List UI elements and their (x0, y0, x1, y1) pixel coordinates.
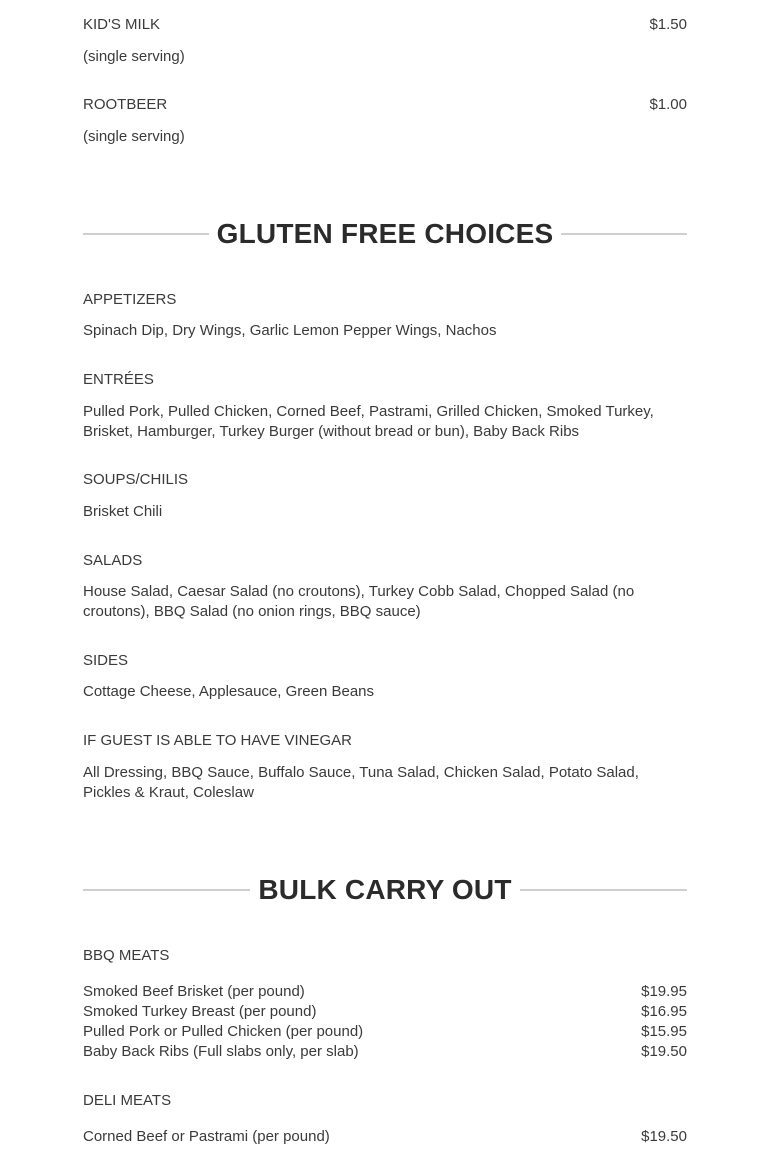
category-title-salads: SALADS (83, 552, 143, 569)
list-item (83, 1002, 687, 1022)
list-item (83, 982, 687, 1002)
drink-price: $1.00 (649, 96, 687, 113)
drink-name: ROOTBEER (83, 96, 168, 113)
category-text-sides: Cottage Cheese, Applesauce, Green Beans (83, 683, 375, 700)
heading-rule-left (83, 889, 250, 891)
heading-rule-right (561, 233, 687, 235)
category-title-vinegar: IF GUEST IS ABLE TO HAVE VINEGAR (83, 732, 352, 749)
section-title: GLUTEN FREE CHOICES (216, 218, 554, 249)
item-price: $19.50 (641, 1128, 687, 1145)
heading-rule-right (520, 889, 687, 891)
category-title-appetizers: APPETIZERS (83, 291, 177, 308)
section-heading-gluten-free (83, 214, 687, 254)
category-text-entrees: Pulled Pork, Pulled Chicken, Corned Beef, Pastrami, Grilled Chicken, Smoked Turkey, Brisket, Hamburger, Turkey Burger (without bread or bun), Baby Back Ribs (83, 403, 654, 440)
category-title-soups: SOUPS/CHILIS (83, 471, 189, 488)
drink-price: $1.50 (649, 16, 687, 33)
deli-meats-list (83, 1127, 687, 1147)
list-item (83, 1127, 687, 1147)
category-title-bbq-meats: BBQ MEATS (83, 947, 170, 964)
category-title-sides: SIDES (83, 652, 129, 669)
category-text-soups: Brisket Chili (83, 503, 163, 520)
section-title: BULK CARRY OUT (258, 874, 512, 905)
drink-name: KID'S MILK (83, 16, 161, 33)
item-price: $16.95 (641, 1003, 687, 1020)
list-item (83, 1042, 687, 1062)
drink-item-kids-milk (83, 15, 687, 35)
category-text-vinegar: All Dressing, BBQ Sauce, Buffalo Sauce, Tuna Salad, Chicken Salad, Potato Salad, Pickles & Kraut, Coleslaw (83, 764, 639, 801)
item-name: Corned Beef or Pastrami (per pound) (83, 1128, 330, 1145)
list-item (83, 1022, 687, 1042)
item-name: Smoked Beef Brisket (per pound) (83, 983, 305, 1000)
heading-rule-left (83, 233, 209, 235)
item-name: Baby Back Ribs (Full slabs only, per slab) (83, 1043, 359, 1060)
category-title-entrees: ENTRÉES (83, 371, 154, 388)
item-name: Smoked Turkey Breast (per pound) (83, 1003, 317, 1020)
category-title-deli-meats: DELI MEATS (83, 1092, 172, 1109)
category-text-salads: House Salad, Caesar Salad (no croutons), Turkey Cobb Salad, Chopped Salad (no croutons), BBQ Salad (no onion rings, BBQ sauce) (83, 583, 635, 620)
item-price: $15.95 (641, 1023, 687, 1040)
bbq-meats-list (83, 982, 687, 1062)
item-name: Pulled Pork or Pulled Chicken (per pound) (83, 1023, 364, 1040)
section-heading-bulk-carry-out (83, 870, 687, 910)
item-price: $19.50 (641, 1043, 687, 1060)
drink-note: (single serving) (83, 48, 185, 65)
category-text-appetizers: Spinach Dip, Dry Wings, Garlic Lemon Pepper Wings, Nachos (83, 322, 497, 339)
drink-item-rootbeer (83, 95, 687, 115)
drink-note: (single serving) (83, 128, 185, 145)
item-price: $19.95 (641, 983, 687, 1000)
